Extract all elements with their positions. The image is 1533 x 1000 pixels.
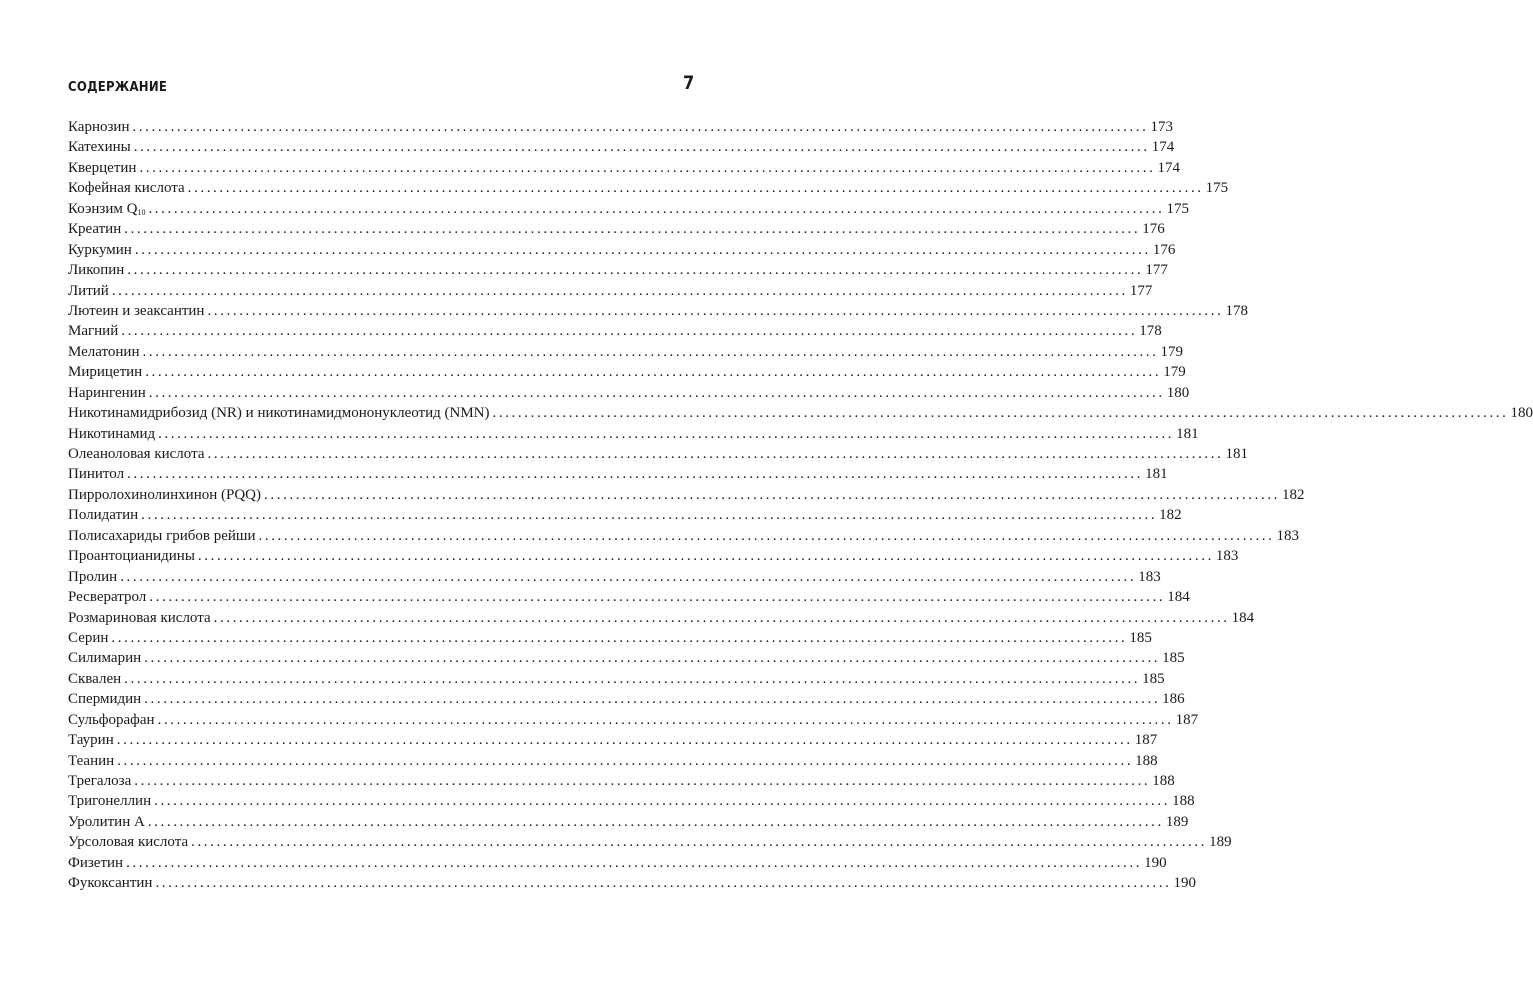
entry-page-number: 190: [1173, 875, 1196, 892]
entry-title-text: Никотинамидрибозид (NR) и никотинамидмононуклеотид (NMN): [68, 405, 490, 422]
entry-title-text: Уролитин А: [68, 813, 145, 830]
dot-leader: ................................................................................................................................................................: [127, 466, 1144, 483]
dot-leader: ................................................................................................................................................................: [145, 364, 1162, 381]
dot-leader: ................................................................................................................................................................: [111, 629, 1128, 646]
entry-title-text: Тригонеллин: [68, 793, 152, 810]
entry-page-number: 177: [1129, 282, 1153, 299]
entry-title-text: Карнозин: [68, 119, 130, 135]
entry-title-text: Олеаноловая кислота: [68, 446, 205, 462]
dot-leader: ................................................................................................................................................................: [187, 180, 1204, 197]
dot-leader: ................................................................................................................................................................: [126, 854, 1143, 871]
entry-page-number: 179: [1160, 343, 1183, 360]
entry-title: [68, 403, 490, 423]
dot-leader: ................................................................................................................................................................: [134, 241, 1151, 258]
toc-entry[interactable]: [68, 342, 1183, 362]
entry-title: [68, 178, 185, 198]
entry-title-text: Полисахариды грибов рейши: [68, 527, 256, 544]
entry-title-text: Куркумин: [68, 241, 132, 258]
entry-page-number: 175: [1166, 200, 1189, 217]
entry-page-number: 188: [1152, 773, 1175, 789]
entry-title: [68, 873, 152, 893]
entry-page-number: 180: [1166, 384, 1190, 401]
toc-entry[interactable]: [68, 219, 1165, 239]
entry-page-number: 174: [1151, 139, 1175, 156]
toc-entry[interactable]: [68, 178, 1229, 198]
dot-leader: ................................................................................................................................................................: [127, 262, 1144, 279]
entry-title-text: Лютеин и зеаксантин: [68, 302, 205, 319]
toc-entry[interactable]: [68, 853, 1167, 873]
entry-title: [68, 464, 124, 484]
toc-entry[interactable]: [68, 648, 1185, 668]
toc-entry[interactable]: [68, 669, 1165, 689]
entry-page-number: 180: [1510, 405, 1533, 422]
entry-title-text: Нарингенин: [68, 384, 146, 401]
entry-page-number: 177: [1145, 262, 1168, 279]
entry-page-number: 183: [1215, 548, 1239, 565]
entry-page-number: 181: [1176, 425, 1199, 442]
entry-page-number: 187: [1134, 732, 1158, 749]
toc-entry[interactable]: [68, 812, 1189, 832]
dot-leader: ................................................................................................................................................................: [124, 221, 1141, 238]
toc-entry[interactable]: [68, 199, 1189, 219]
entry-title-text: Серин: [68, 629, 109, 646]
table-of-contents: [68, 117, 1533, 894]
entry-title: [68, 853, 123, 873]
entry-title: [68, 587, 146, 607]
toc-entry[interactable]: [68, 281, 1153, 301]
entry-title-text: Таурин: [68, 732, 114, 749]
toc-entry[interactable]: [68, 240, 1176, 260]
entry-title: [68, 648, 141, 668]
entry-title: [68, 669, 121, 689]
entry-page-number: 187: [1175, 711, 1199, 728]
entry-title: [68, 137, 131, 157]
dot-leader: ................................................................................................................................................................: [134, 773, 1151, 789]
entry-title: [68, 730, 114, 750]
entry-title-text: Катехины: [68, 139, 131, 156]
toc-entry[interactable]: [68, 608, 1255, 628]
toc-entry[interactable]: [68, 689, 1185, 709]
entry-title: [68, 567, 117, 587]
toc-entry[interactable]: [68, 321, 1162, 341]
entry-title: [68, 301, 204, 321]
entry-title: [68, 281, 109, 301]
entry-title: [68, 751, 114, 771]
entry-title: [68, 608, 211, 628]
entry-page-number: 176: [1142, 221, 1165, 238]
entry-page-number: 184: [1231, 609, 1255, 626]
toc-entry[interactable]: [68, 791, 1195, 811]
entry-title-text: Физетин: [68, 854, 124, 871]
entry-page-number: 185: [1162, 650, 1185, 667]
entry-title-text: Коэнзим Q: [68, 200, 138, 217]
entry-page-number: 181: [1225, 446, 1248, 462]
dot-leader: ................................................................................................................................................................: [141, 507, 1158, 524]
entry-title: [68, 628, 108, 648]
dot-leader: ................................................................................................................................................................: [149, 589, 1166, 606]
entry-title-text: Ресвератрол: [68, 589, 147, 606]
entry-title-text: Ликопин: [68, 262, 125, 279]
toc-entry[interactable]: [68, 710, 1199, 730]
toc-entry[interactable]: [68, 526, 1299, 546]
dot-leader: ................................................................................................................................................................: [148, 200, 1165, 217]
toc-entry[interactable]: [68, 587, 1190, 607]
entry-title-text: Полидатин: [68, 507, 139, 524]
entry-title-text: Пирролохинолинхинон (PQQ): [68, 486, 262, 503]
dot-leader: ................................................................................................................................................................: [157, 711, 1174, 728]
entry-title-text: Урсоловая кислота: [68, 834, 189, 851]
entry-title-text: Мелатонин: [68, 343, 140, 360]
dot-leader: ................................................................................................................................................................: [492, 405, 1509, 422]
dot-leader: ................................................................................................................................................................: [258, 527, 1275, 544]
entry-title-text: Сульфорафан: [68, 711, 155, 728]
entry-page-number: 190: [1144, 854, 1167, 871]
entry-page-number: 175: [1205, 180, 1229, 197]
toc-entry[interactable]: [68, 383, 1190, 403]
entry-title-text: Магний: [68, 323, 119, 340]
entry-page-number: 185: [1129, 629, 1152, 646]
entry-title: [68, 383, 146, 403]
entry-title: [68, 812, 145, 832]
entry-title-subscript: 10: [137, 207, 146, 217]
toc-entry[interactable]: [68, 117, 1173, 137]
entry-page-number: 188: [1172, 793, 1195, 810]
dot-leader: ................................................................................................................................................................: [191, 834, 1208, 851]
entry-title-text: Спермидин: [68, 691, 142, 708]
entry-page-number: 186: [1162, 691, 1185, 708]
entry-title: [68, 485, 261, 505]
toc-entry[interactable]: [68, 301, 1248, 321]
toc-entry[interactable]: [68, 260, 1168, 280]
toc-entry[interactable]: [68, 464, 1168, 484]
dot-leader: ................................................................................................................................................................: [139, 159, 1156, 176]
entry-page-number: 188: [1135, 752, 1158, 769]
toc-entry[interactable]: [68, 424, 1199, 444]
entry-title-text: Силимарин: [68, 650, 142, 667]
dot-leader: ................................................................................................................................................................: [111, 282, 1128, 299]
dot-leader: ................................................................................................................................................................: [142, 343, 1159, 360]
entry-title: [68, 240, 132, 260]
page-header: [68, 72, 694, 102]
toc-entry[interactable]: [68, 628, 1152, 648]
toc-entry[interactable]: [68, 771, 1175, 791]
entry-title: [68, 791, 151, 811]
dot-leader: ................................................................................................................................................................: [133, 139, 1150, 156]
dot-leader: ................................................................................................................................................................: [120, 568, 1137, 585]
entry-page-number: 179: [1163, 364, 1186, 381]
dot-leader: ................................................................................................................................................................: [148, 384, 1165, 401]
dot-leader: ................................................................................................................................................................: [207, 302, 1224, 319]
entry-title: [68, 546, 195, 566]
entry-title: [68, 362, 142, 382]
dot-leader: ................................................................................................................................................................: [124, 670, 1141, 687]
entry-title-text: Литий: [68, 282, 109, 299]
entry-page-number: 176: [1152, 241, 1176, 258]
toc-entry[interactable]: [68, 832, 1232, 852]
entry-title-text: Мирицетин: [68, 364, 143, 381]
entry-title-text: Никотинамид: [68, 425, 156, 442]
section-title: СОДЕРЖАНИЕ: [68, 80, 168, 95]
entry-title-text: Розмариновая кислота: [68, 609, 211, 626]
toc-entry[interactable]: [68, 546, 1239, 566]
entry-title-text: Креатин: [68, 221, 122, 238]
entry-page-number: 178: [1139, 323, 1162, 340]
toc-entry[interactable]: [68, 873, 1196, 893]
toc-entry[interactable]: [68, 403, 1533, 423]
dot-leader: ................................................................................................................................................................: [158, 425, 1175, 442]
entry-title: [68, 158, 136, 178]
toc-entry[interactable]: [68, 751, 1158, 771]
entry-page-number: 189: [1209, 834, 1232, 851]
toc-entry[interactable]: [68, 567, 1161, 587]
entry-title-text: Кверцетин: [68, 159, 137, 176]
entry-page-number: 174: [1157, 159, 1180, 176]
entry-title-text: Пинитол: [68, 466, 125, 483]
entry-title-text: Кофейная кислота: [68, 180, 185, 197]
entry-page-number: 184: [1167, 589, 1190, 606]
dot-leader: ................................................................................................................................................................: [121, 323, 1138, 340]
entry-page-number: 173: [1150, 119, 1173, 135]
dot-leader: ................................................................................................................................................................: [117, 752, 1134, 769]
dot-leader: ................................................................................................................................................................: [155, 875, 1172, 892]
entry-title-text: Теанин: [68, 752, 115, 769]
toc-entry[interactable]: [68, 485, 1305, 505]
dot-leader: ................................................................................................................................................................: [213, 609, 1230, 626]
toc-entry[interactable]: [68, 505, 1182, 525]
entry-title: [68, 342, 140, 362]
entry-title: [68, 424, 155, 444]
entry-title-text: Фукоксантин: [68, 875, 153, 892]
entry-title-text: Проантоцианидины: [68, 548, 195, 565]
entry-title: [68, 260, 124, 280]
entry-title: [68, 689, 141, 709]
dot-leader: ................................................................................................................................................................: [144, 691, 1161, 708]
entry-title-text: Пролин: [68, 568, 118, 585]
dot-leader: ................................................................................................................................................................: [147, 813, 1164, 830]
toc-entry[interactable]: [68, 158, 1180, 178]
dot-leader: ................................................................................................................................................................: [207, 446, 1224, 462]
entry-title-text: Трегалоза: [68, 773, 132, 789]
toc-entry[interactable]: [68, 362, 1186, 382]
toc-entry[interactable]: [68, 444, 1248, 464]
entry-title: [68, 505, 138, 525]
entry-page-number: 182: [1282, 486, 1305, 503]
entry-title: [68, 117, 129, 137]
entry-title: [68, 199, 145, 219]
entry-page-number: 182: [1159, 507, 1182, 524]
entry-title: [68, 710, 155, 730]
entry-title: [68, 444, 204, 464]
entry-page-number: 178: [1225, 302, 1248, 319]
page-number: 7: [682, 72, 694, 94]
dot-leader: ................................................................................................................................................................: [144, 650, 1161, 667]
entry-title-text: Сквален: [68, 670, 122, 687]
entry-page-number: 185: [1142, 670, 1165, 687]
entry-title: [68, 219, 121, 239]
toc-entry[interactable]: [68, 137, 1175, 157]
dot-leader: ................................................................................................................................................................: [197, 548, 1214, 565]
entry-title: [68, 771, 131, 791]
entry-page-number: 183: [1138, 568, 1161, 585]
dot-leader: ................................................................................................................................................................: [116, 732, 1133, 749]
dot-leader: ................................................................................................................................................................: [132, 119, 1149, 135]
dot-leader: ................................................................................................................................................................: [264, 486, 1281, 503]
entry-page-number: 183: [1276, 527, 1299, 544]
entry-page-number: 181: [1145, 466, 1168, 483]
entry-title: [68, 832, 188, 852]
toc-entry[interactable]: [68, 730, 1158, 750]
entry-title: [68, 321, 118, 341]
dot-leader: ................................................................................................................................................................: [154, 793, 1171, 810]
entry-title: [68, 526, 256, 546]
entry-page-number: 189: [1165, 813, 1189, 830]
